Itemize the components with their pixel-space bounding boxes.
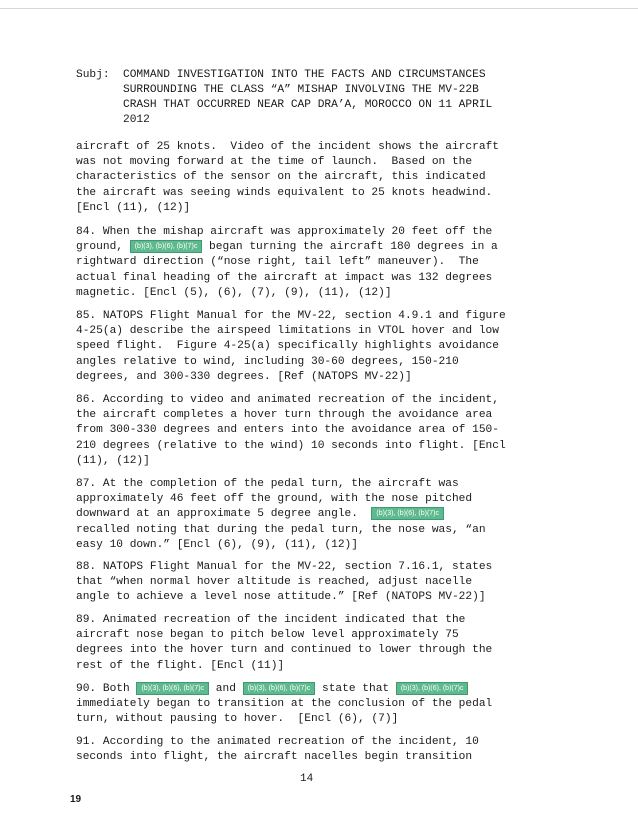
text-line: the aircraft was seeing winds equivalent to 25 knots headwind. — [76, 186, 493, 199]
text-line: 88. NATOPS Flight Manual for the MV-22, section 7.16.1, states — [76, 561, 493, 573]
text-fragment: downward at an approximate 5 degree angle. — [76, 508, 372, 521]
paragraph-91 — [76, 735, 576, 765]
text-fragment: 90. Both — [76, 683, 137, 695]
text-line: approximately 46 feet off the ground, with the nose pitched — [76, 493, 473, 506]
redaction-box: (b)(3), (b)(6), (b)(7)c — [136, 682, 209, 695]
text-line: 91. According to the animated recreation of the incident, 10 — [76, 736, 479, 748]
paragraph-89 — [76, 613, 576, 674]
footer-number: 19 — [70, 794, 82, 805]
subject-line: 2012 — [123, 114, 150, 126]
text-line: degrees into the hover turn and continued to lower through the — [76, 644, 493, 657]
text-line: characteristics of the sensor on the aircraft, this indicated — [76, 171, 486, 184]
text-line: the aircraft completes a hover turn through the avoidance area — [76, 409, 493, 422]
text-line — [76, 240, 576, 255]
paragraph-intro — [76, 140, 576, 216]
text-line: degrees, and 300-330 degrees. [Ref (NATOPS MV-22)] — [76, 370, 412, 383]
paragraph-87 — [76, 477, 576, 553]
text-line: rest of the flight. [Encl (11)] — [76, 659, 285, 672]
subject-line: SURROUNDING THE CLASS “A” MISHAP INVOLVING THE MV-22B — [123, 84, 479, 96]
subject-label: Subj: — [76, 69, 110, 81]
text-line — [76, 682, 576, 697]
subject-text — [123, 68, 573, 128]
redaction-box: (b)(3), (b)(6), (b)(7)c — [371, 507, 444, 520]
text-line: easy 10 down.” [Encl (6), (9), (11), (12)] — [76, 538, 358, 551]
text-line: 4-25(a) describe the airspeed limitations in VTOL hover and low — [76, 325, 499, 338]
text-line — [76, 507, 576, 522]
text-line: aircraft nose began to pitch below level approximately 75 — [76, 629, 459, 642]
text-line: magnetic. [Encl (5), (6), (7), (9), (11), (12)] — [76, 286, 392, 299]
text-line: speed flight. Figure 4-25(a) specifically highlights avoidance — [76, 340, 499, 353]
text-line: seconds into flight, the aircraft nacelles begin transition — [76, 751, 473, 764]
subject-line: COMMAND INVESTIGATION INTO THE FACTS AND CIRCUMSTANCES — [123, 69, 486, 81]
text-line: 89. Animated recreation of the incident indicated that the — [76, 614, 466, 626]
text-line: angle to achieve a level nose attitude.” [Ref (NATOPS MV-22)] — [76, 591, 486, 604]
text-fragment: and — [209, 683, 243, 695]
text-line: [Encl (11), (12)] — [76, 201, 191, 214]
paragraph-84 — [76, 225, 576, 301]
paragraph-86 — [76, 393, 576, 469]
text-line: immediately began to transition at the conclusion of the pedal — [76, 698, 493, 711]
text-fragment: began turning the aircraft 180 degrees in a — [202, 241, 498, 254]
text-line: angles relative to wind, including 30-60 degrees, 150-210 — [76, 355, 459, 368]
text-line: aircraft of 25 knots. Video of the incident shows the aircraft — [76, 141, 499, 153]
text-line: recalled noting that during the pedal turn, the nose was, “an — [76, 523, 486, 536]
page-number: 14 — [300, 773, 314, 785]
paragraph-85 — [76, 309, 576, 385]
text-fragment: ground, — [76, 241, 130, 254]
text-line: 85. NATOPS Flight Manual for the MV-22, section 4.9.1 and figure — [76, 310, 506, 322]
redaction-box: (b)(3), (b)(6), (b)(7)c — [243, 682, 316, 695]
text-line: (11), (12)] — [76, 454, 150, 467]
subject-line: CRASH THAT OCCURRED NEAR CAP DRA’A, MOROCCO ON 11 APRIL — [123, 99, 493, 111]
text-line: 84. When the mishap aircraft was approximately 20 feet off the — [76, 226, 493, 238]
paragraph-90 — [76, 682, 576, 728]
text-line: 87. At the completion of the pedal turn, the aircraft was — [76, 478, 459, 490]
text-line: from 300-330 degrees and enters into the avoidance area of 150- — [76, 424, 499, 437]
redaction-box: (b)(3), (b)(6), (b)(7)c — [130, 240, 203, 253]
text-line: rightward direction (“nose right, tail left” maneuver). The — [76, 256, 479, 269]
text-line: was not moving forward at the time of launch. Based on the — [76, 156, 473, 169]
paragraph-88 — [76, 560, 576, 606]
text-line: 86. According to video and animated recreation of the incident, — [76, 394, 499, 406]
text-line: that “when normal hover altitude is reached, adjust nacelle — [76, 576, 473, 589]
redaction-box: (b)(3), (b)(6), (b)(7)c — [396, 682, 469, 695]
text-line: actual final heading of the aircraft at impact was 132 degrees — [76, 271, 493, 284]
text-line: 210 degrees (relative to the wind) 10 seconds into flight. [Encl — [76, 439, 506, 452]
text-line: turn, without pausing to hover. [Encl (6), (7)] — [76, 713, 399, 726]
text-fragment: state that — [315, 683, 396, 695]
